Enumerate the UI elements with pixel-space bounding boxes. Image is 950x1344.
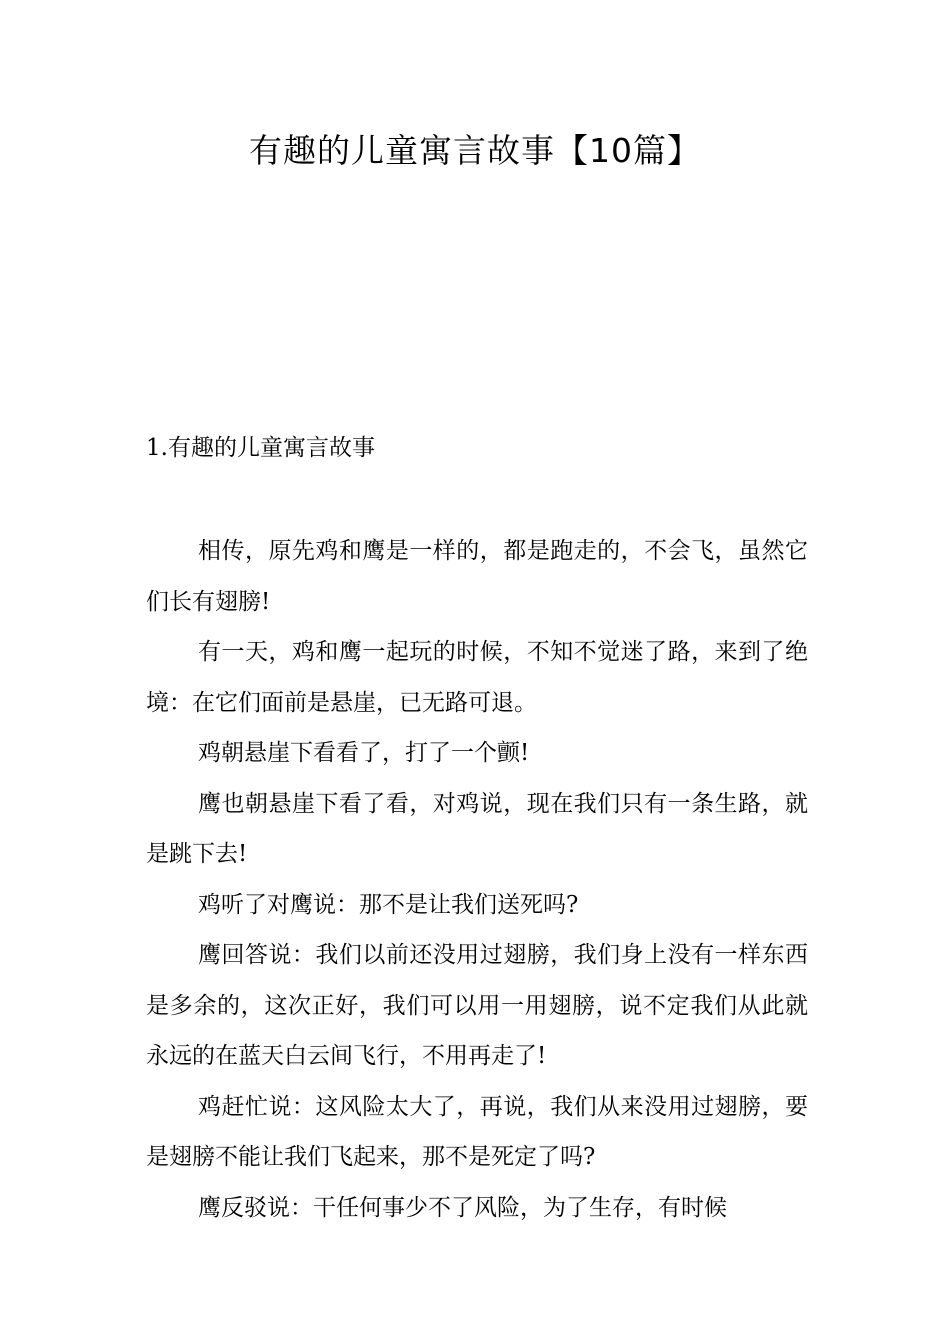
paragraph: 鹰回答说：我们以前还没用过翅膀，我们身上没有一样东西是多余的，这次正好，我们可以用一用翅膀，说不定我们从此就永远的在蓝天白云间飞行，不用再走了! [146, 942, 808, 1069]
section-heading: 1.有趣的儿童寓言故事 [146, 435, 375, 461]
paragraph: 鸡朝悬崖下看看了，打了一个颤! [198, 740, 530, 766]
paragraph: 鹰反驳说：干任何事少不了风险，为了生存，有时候 [198, 1194, 727, 1221]
paragraph: 鸡听了对鹰说：那不是让我们送死吗? [198, 891, 579, 918]
paragraph: 鹰也朝悬崖下看了看，对鸡说，现在我们只有一条生路，就是跳下去! [146, 790, 808, 867]
paragraph: 有一天，鸡和鹰一起玩的时候，不知不觉迷了路，来到了绝境：在它们面前是悬崖，已无路可退。 [146, 639, 808, 716]
document-title: 有趣的儿童寓言故事【10篇】 [249, 131, 701, 170]
paragraph: 鸡赶忙说：这风险太大了，再说，我们从来没用过翅膀，要是翅膀不能让我们飞起来，那不是死定了吗? [146, 1093, 808, 1170]
story-body [146, 526, 808, 1233]
paragraph: 相传，原先鸡和鹰是一样的，都是跑走的，不会飞，虽然它们长有翅膀! [146, 538, 808, 615]
